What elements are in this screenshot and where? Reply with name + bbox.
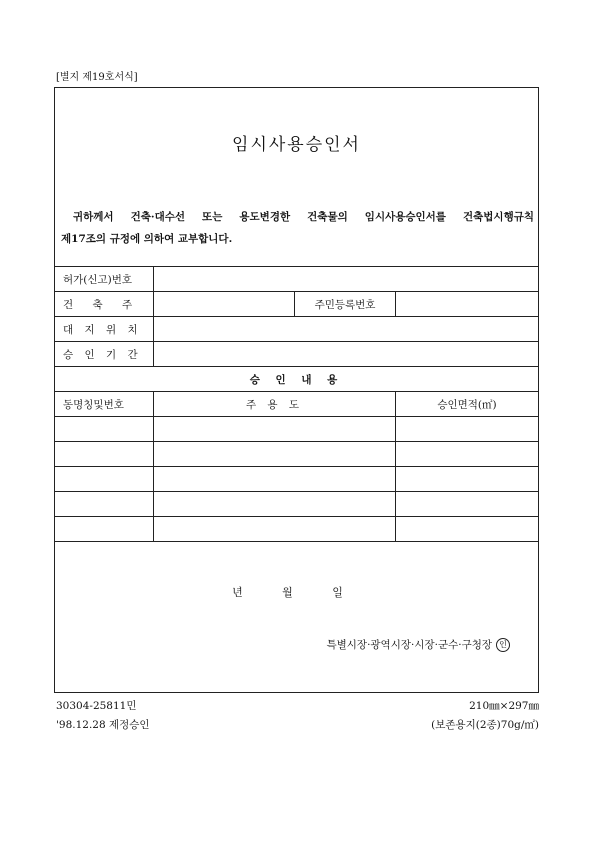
approved-area-cell[interactable] bbox=[396, 417, 539, 442]
site-location-field[interactable] bbox=[154, 317, 539, 342]
issuer-title: 특별시장·광역시장·시장·군수·구청장 bbox=[326, 639, 492, 651]
building-name-cell[interactable] bbox=[55, 517, 154, 542]
intro-line-1: 귀하께서 건축·대수선 또는 용도변경한 건축물의 임시사용승인서를 건축법시행규칙 bbox=[73, 211, 534, 223]
owner-row bbox=[55, 292, 539, 317]
building-name-cell[interactable] bbox=[55, 442, 154, 467]
approval-date-note: '98.12.28 제정승인 bbox=[56, 719, 150, 731]
table-row bbox=[55, 467, 539, 492]
building-name-cell[interactable] bbox=[55, 417, 154, 442]
paper-size: 210㎜×297㎜ bbox=[469, 700, 539, 712]
building-name-cell[interactable] bbox=[55, 492, 154, 517]
approval-content-heading: 승 인 내 용 bbox=[55, 367, 539, 392]
seal-icon: 인 bbox=[496, 638, 510, 652]
permit-number-row bbox=[55, 267, 539, 292]
issue-date-line: 년 월 일 bbox=[232, 586, 361, 599]
intro-text bbox=[61, 206, 534, 250]
table-row bbox=[55, 417, 539, 442]
building-name-header: 동명칭및번호 bbox=[55, 392, 154, 417]
main-use-cell[interactable] bbox=[154, 467, 396, 492]
approved-area-cell[interactable] bbox=[396, 442, 539, 467]
main-use-header: 주 용 도 bbox=[154, 392, 396, 417]
form-code: 30304-25811민 bbox=[56, 700, 137, 712]
permit-number-field[interactable] bbox=[154, 267, 539, 292]
permit-number-label: 허가(신고)번호 bbox=[55, 267, 154, 292]
approved-area-cell[interactable] bbox=[396, 492, 539, 517]
approval-period-label: 승 인 기 간 bbox=[55, 342, 154, 367]
main-use-cell[interactable] bbox=[154, 517, 396, 542]
main-use-cell[interactable] bbox=[154, 417, 396, 442]
table-row bbox=[55, 442, 539, 467]
site-row bbox=[55, 317, 539, 342]
intro-line-2: 제17조의 규정에 의하여 교부합니다. bbox=[61, 233, 233, 245]
issuer-signature bbox=[327, 637, 511, 652]
owner-label: 건 축 주 bbox=[55, 292, 154, 317]
resident-number-field[interactable] bbox=[396, 292, 539, 317]
approval-period-field[interactable] bbox=[154, 342, 539, 367]
form-reference: [별지 제19호서식] bbox=[56, 72, 138, 83]
main-use-cell[interactable] bbox=[154, 442, 396, 467]
document-title: 임시사용승인서 bbox=[232, 135, 361, 155]
table-row bbox=[55, 492, 539, 517]
approved-area-cell[interactable] bbox=[396, 517, 539, 542]
approval-form-table bbox=[54, 266, 539, 542]
building-name-cell[interactable] bbox=[55, 467, 154, 492]
approved-area-cell[interactable] bbox=[396, 467, 539, 492]
owner-field[interactable] bbox=[154, 292, 295, 317]
approval-heading-row bbox=[55, 367, 539, 392]
site-location-label: 대 지 위 치 bbox=[55, 317, 154, 342]
approval-column-header-row bbox=[55, 392, 539, 417]
approved-area-header: 승인면적(㎡) bbox=[396, 392, 539, 417]
paper-type: (보존용지(2종)70g/㎡) bbox=[431, 719, 539, 731]
table-row bbox=[55, 517, 539, 542]
resident-number-label: 주민등록번호 bbox=[295, 292, 396, 317]
main-use-cell[interactable] bbox=[154, 492, 396, 517]
form-frame bbox=[54, 87, 539, 693]
period-row bbox=[55, 342, 539, 367]
